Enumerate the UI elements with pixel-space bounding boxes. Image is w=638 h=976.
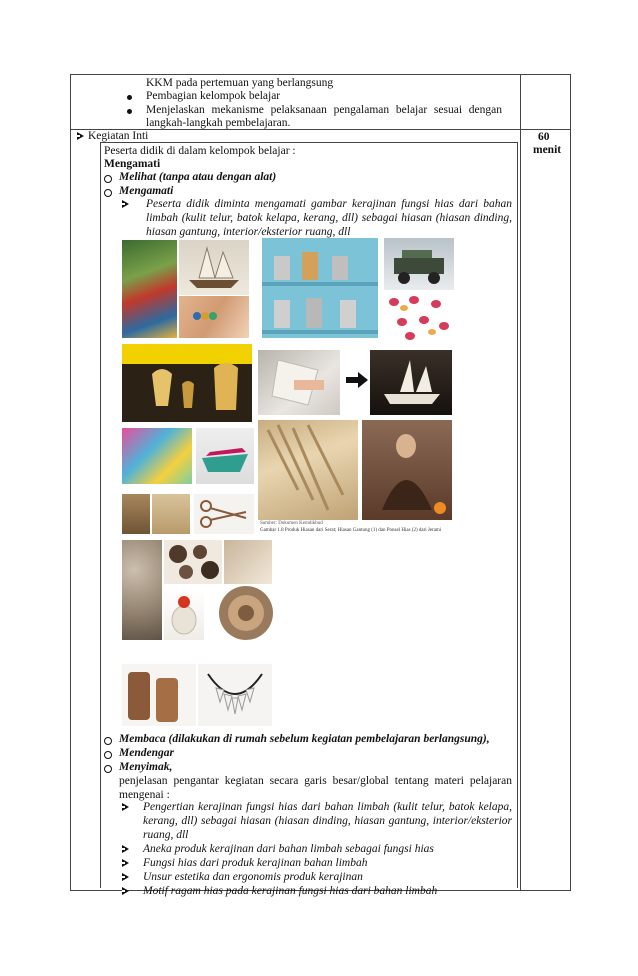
photo-ship-model xyxy=(179,240,249,295)
photo-straw-doll xyxy=(152,494,190,534)
observe-text: Peserta didik diminta mengamati gambar kerajinan fungsi hias dari bahan xyxy=(146,198,512,210)
activity-label: Mengamati xyxy=(119,185,174,197)
table-right-border xyxy=(570,74,571,891)
circle-bullet-icon xyxy=(104,765,112,773)
arrow-bullet-icon xyxy=(122,887,129,895)
photo-shell-necklace xyxy=(198,664,272,726)
bullet-text-continued: langkah-langkah pembelajaran. xyxy=(146,117,291,129)
figure-caption: Gambar 1.8 Produk Hiasan dari Serat; Hiasan Gantung (1) dan Ponsel Hias (2) dari Jerami xyxy=(260,528,442,533)
column-divider xyxy=(520,74,521,891)
subsection-title: Mengamati xyxy=(104,158,161,170)
activity-label: Menyimak, xyxy=(119,761,173,773)
table-left-border xyxy=(70,74,71,891)
arrow-bullet-icon xyxy=(77,132,84,140)
circle-bullet-icon xyxy=(104,175,112,183)
topic-text: Fungsi hias dari produk kerajinan bahan limbah xyxy=(143,857,368,869)
inner-box-right xyxy=(517,142,518,888)
explain-text: mengenai : xyxy=(119,789,170,801)
intro-text: Peserta didik di dalam kelompok belajar : xyxy=(104,145,296,157)
activity-label: Melihat (tanpa atau dengan alat) xyxy=(119,171,277,183)
photo-seashells xyxy=(122,540,162,640)
photo-boat-craft xyxy=(196,428,254,484)
topic-text: Aneka produk kerajinan dari bahan limbah sebagai fungsi hias xyxy=(143,843,434,855)
topic-text: kerang, dll) sebagai hiasan (hiasan dinding, hiasan gantung, interior/eksterior xyxy=(143,815,512,827)
photo-bamboo-cups xyxy=(122,664,196,726)
section-heading: Kegiatan Inti xyxy=(88,130,149,142)
explain-text: penjelasan pengantar kegiatan secara garis besar/global tentang materi pelajaran xyxy=(119,775,512,787)
bullet-text: Menjelaskan mekanisme pelaksanaan pengalaman belajar sesuai dengan xyxy=(146,104,502,116)
arrow-bullet-icon xyxy=(122,200,129,208)
time-value: 60 xyxy=(538,131,550,143)
photo-colorful-craft xyxy=(122,428,192,484)
photo-paper-folding xyxy=(258,350,340,415)
table-top-border xyxy=(70,74,571,75)
photo-shell-bird xyxy=(164,588,204,640)
figure-caption: Sumber: Dokumen Kemdikbud xyxy=(260,521,323,526)
photo-scissors-tool xyxy=(194,494,254,534)
arrow-bullet-icon xyxy=(122,873,129,881)
activity-label: Mendengar xyxy=(119,747,174,759)
arrow-bullet-icon xyxy=(122,859,129,867)
photo-paper-ship xyxy=(370,350,452,415)
inner-box-left xyxy=(100,142,101,888)
circle-bullet-icon xyxy=(104,751,112,759)
topic-text: Unsur estetika dan ergonomis produk kerajinan xyxy=(143,871,363,883)
inner-box-top xyxy=(100,142,518,143)
bullet-icon xyxy=(127,95,132,100)
arrow-bullet-icon xyxy=(122,803,129,811)
photo-tin-robots xyxy=(262,238,378,338)
topic-text: ruang, dll xyxy=(143,829,189,841)
photo-coconut-bowls xyxy=(164,540,222,584)
photo-shell-mosaic-plate xyxy=(206,584,290,642)
bullet-icon xyxy=(127,109,132,114)
time-unit: menit xyxy=(533,144,562,156)
photo-shell-box xyxy=(224,540,272,584)
photo-doll-craft xyxy=(362,420,452,520)
photo-kite-mobile xyxy=(122,240,177,338)
arrow-bullet-icon xyxy=(122,845,129,853)
observe-text: limbah (kulit telur, batok kelapa, kerang, dll) sebagai hiasan (hiasan dinding, xyxy=(146,212,512,224)
topic-text: Motif ragam hias pada kerajinan fungsi hias dari bahan limbah xyxy=(143,885,438,897)
activity-label: Membaca (dilakukan di rumah sebelum kegiatan pembelajaran berlangsung), xyxy=(119,733,490,745)
photo-eggshell-lamps xyxy=(122,344,252,422)
photo-butterflies xyxy=(384,292,454,344)
bullet-text: Pembagian kelompok belajar xyxy=(146,90,281,102)
topic-text: Pengertian kerajinan fungsi hias dari bahan limbah (kulit telur, batok kelapa, xyxy=(143,801,512,813)
right-arrow-icon xyxy=(346,372,368,388)
circle-bullet-icon xyxy=(104,189,112,197)
photo-jeep-model xyxy=(384,238,454,290)
photo-wood-craft xyxy=(122,494,150,534)
photo-bracelet-hand xyxy=(179,296,249,338)
observe-text: hiasan gantung, interior/eksterior ruang, dll xyxy=(146,226,351,238)
photo-straw-weaving xyxy=(258,420,358,520)
circle-bullet-icon xyxy=(104,737,112,745)
kkm-line: KKM pada pertemuan yang berlangsung xyxy=(146,77,334,89)
